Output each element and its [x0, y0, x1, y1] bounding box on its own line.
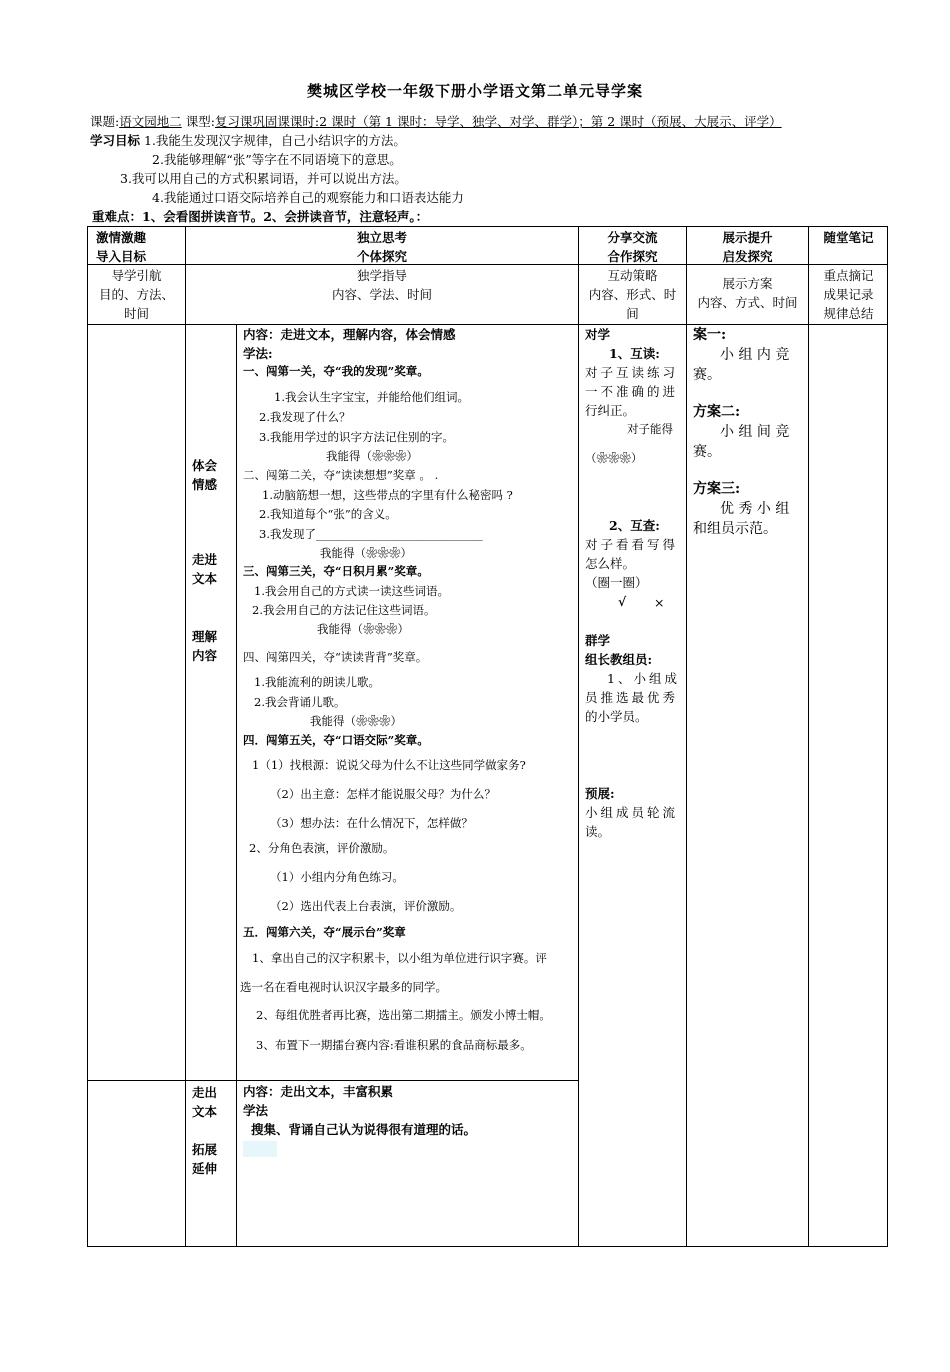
header-intro-a: 激情激趣 — [96, 230, 147, 245]
side-label-exit — [192, 1083, 217, 1121]
plan-3-desc-1: 优 秀 小 组 — [720, 501, 790, 517]
level-6-item-1-cont: 选一名在看电视时认识汉字最多的同学。 — [240, 980, 447, 994]
header-share-a: 分享交流 — [607, 230, 658, 245]
level-5-item-4: 2、分角色表演，评价激励。 — [249, 841, 395, 855]
goals-label: 学习目标 — [90, 133, 141, 148]
subheader-guide — [88, 266, 185, 323]
side-enter-a: 走进 — [192, 552, 218, 567]
level-1-award: 我能得（❀❀❀） — [326, 449, 418, 463]
share-check-desc — [585, 535, 681, 592]
goals-line-1 — [90, 131, 890, 150]
share-pair-flowers: （❀❀❀） — [585, 451, 643, 465]
subheader-share-c: 间 — [626, 306, 639, 321]
lesson-type-value: 复习课巩固课课时: — [214, 114, 320, 129]
extend-title: 内容：走出文本，丰富积累 — [243, 1084, 394, 1099]
topic-label: 课题: — [90, 114, 120, 129]
subheader-guide-c: 时间 — [123, 306, 149, 321]
lesson-table — [87, 226, 888, 1247]
lesson-hours: 2 课时（第 1 课时：导学、独学、对学、群学）；第 2 课时（预展、大展示、评学） — [319, 114, 782, 129]
level-5-item-6: （2）选出代表上台表演，评价激励。 — [270, 899, 462, 913]
header-notes: 随堂笔记 — [823, 230, 874, 245]
share-preview-desc-1: 小组成员轮流 — [585, 805, 679, 820]
share-pair-study: 对学 — [585, 327, 611, 342]
subheader-notes-a: 重点摘记 — [823, 268, 874, 283]
level-2-item-2: 2.我知道每个“张”的含义。 — [259, 507, 397, 521]
side-label-feel — [192, 456, 217, 494]
plan-1-title: 案一: — [693, 327, 727, 343]
header-independent-b: 个体探究 — [356, 249, 407, 264]
side-feel-b: 情感 — [192, 477, 218, 492]
share-mutual-check: 2、互查: — [609, 518, 660, 533]
header-independent — [186, 228, 578, 266]
subheader-show-a: 展示方案 — [722, 276, 773, 291]
highlight-mark — [243, 1141, 277, 1162]
header-intro — [96, 228, 146, 266]
header-independent-a: 独立思考 — [356, 230, 407, 245]
side-label-understand — [192, 627, 217, 665]
content-title: 内容：走进文本，理解内容，体会情感 — [243, 327, 456, 342]
level-2-heading: 二、闯第二关，夺“读读想想”奖章 。 . — [243, 468, 439, 482]
goal-3: 3.我可以用自己的方式积累词语，并可以说出方法。 — [120, 171, 407, 186]
level-4-heading: 四、闯第四关，夺“读读背背”奖章。 — [243, 650, 428, 664]
share-group-desc-1: 1、小组成 — [607, 671, 680, 686]
share-group-study: 群学 — [585, 633, 611, 648]
subheader-notes — [809, 266, 888, 323]
lesson-type-label: 课型: — [181, 114, 215, 129]
subheader-share — [579, 266, 686, 323]
level-5-item-1: 1（1）找根源：说说父母为什么不让这些同学做家务? — [252, 758, 526, 772]
side-understand-b: 内容 — [192, 648, 218, 663]
level-6-heading: 五．闯第六关，夺“展示台”奖章 — [243, 925, 406, 939]
plan-3-title: 方案三: — [693, 481, 741, 497]
plan-2-title: 方案二: — [693, 404, 741, 420]
level-1-item-3: 3.我能用学过的识字方法记住别的字。 — [259, 430, 454, 444]
level-3-award: 我能得（❀❀❀） — [317, 622, 409, 636]
share-preview-desc-2: 读。 — [585, 824, 611, 839]
share-preview-desc — [585, 803, 681, 841]
share-check-desc-3: （圈一圈） — [585, 575, 648, 590]
side-extend-a: 拓展 — [192, 1142, 218, 1157]
goal-4: 4.我能通过口语交际培养自己的观察能力和口语表达能力 — [152, 190, 464, 205]
header-intro-b: 导入目标 — [96, 249, 147, 264]
level-3-item-2: 2.我会用自己的方法记住这些词语。 — [252, 603, 436, 617]
goal-2: 2.我能够理解“张”等字在不同语境下的意思。 — [152, 152, 402, 167]
subheader-independent-b: 内容、学法、时间 — [331, 287, 432, 302]
level-4-item-1: 1.我能流利的朗读儿歌。 — [254, 675, 380, 689]
subheader-independent — [186, 266, 578, 304]
side-exit-a: 走出 — [192, 1085, 218, 1100]
subheader-notes-b: 成果记录 — [823, 287, 874, 302]
side-label-enter — [192, 550, 217, 588]
extend-method: 学法 — [243, 1103, 269, 1118]
level-1-item-2: 2.我发现了什么？ — [259, 410, 351, 424]
share-group-desc-3: 的小学员。 — [585, 709, 648, 724]
plan-1-desc-2: 赛。 — [693, 367, 721, 383]
share-check-desc-1: 对子看看写得 — [585, 537, 679, 552]
side-feel-a: 体会 — [192, 458, 218, 473]
side-exit-b: 文本 — [192, 1104, 218, 1119]
share-pair-award: 对子能得 — [627, 422, 673, 436]
share-leader-teach: 组长教组员: — [585, 652, 653, 667]
side-enter-b: 文本 — [192, 571, 218, 586]
content-method: 学法: — [243, 346, 273, 361]
plan-3-desc-2: 和组员示范。 — [693, 521, 777, 537]
header-share — [579, 228, 686, 266]
subheader-share-b: 内容、形式、时 — [588, 287, 677, 302]
share-check-desc-2: 怎么样。 — [585, 556, 636, 571]
share-read-desc-2: 一不准确的进 — [585, 384, 679, 399]
level-1-heading: 一、闯第一关，夺“我的发现”奖章。 — [243, 364, 429, 378]
share-read-desc — [585, 363, 681, 420]
level-4-item-2: 2.我会背诵儿歌。 — [254, 695, 346, 709]
subheader-notes-c: 规律总结 — [823, 306, 874, 321]
header-show-a: 展示提升 — [722, 230, 773, 245]
level-5-heading: 四．闯第五关，夺“口语交际”奖章。 — [243, 733, 429, 747]
share-group-desc-2: 员推选最优秀 — [585, 690, 679, 705]
level-5-item-5: （1）小组内分角色练习。 — [270, 870, 404, 884]
level-2-award: 我能得（❀❀❀） — [320, 546, 412, 560]
topic-value: 语文园地二 — [119, 114, 182, 129]
subheader-guide-a: 导学引航 — [111, 268, 162, 283]
level-6-item-2: 2、每组优胜者再比赛，选出第二期擂主。颁发小博士帽。 — [256, 1008, 551, 1022]
level-1-item-1: 1.我会认生字宝宝，并能给他们组词。 — [274, 390, 469, 404]
share-read-desc-3: 行纠正。 — [585, 403, 636, 418]
plan-1-desc-1: 小 组 内 竞 — [720, 347, 790, 363]
page-title: 樊城区学校一年级下册小学语文第二单元导学案 — [306, 82, 643, 100]
share-read-desc-1: 对子互读练习 — [585, 365, 679, 380]
cross-mark-icon: × — [654, 595, 665, 610]
level-5-item-2: （2）出主意：怎样才能说服父母？为什么？ — [270, 787, 496, 801]
level-2-item-1: 1.动脑筋想一想，这些带点的字里有什么秘密吗 ? — [262, 488, 513, 502]
share-mutual-read: 1、互读: — [609, 346, 660, 361]
subheader-independent-a: 独学指导 — [356, 268, 407, 283]
side-understand-a: 理解 — [192, 629, 218, 644]
check-mark-icon: √ — [618, 594, 627, 609]
level-3-item-1: 1.我会用自己的方式读一读这些词语。 — [254, 584, 449, 598]
level-4-award: 我能得（❀❀❀） — [310, 714, 402, 728]
subheader-guide-b: 目的、方法、 — [98, 287, 174, 302]
side-label-extend — [192, 1140, 217, 1178]
level-3-heading: 三、闯第三关，夺“日积月累”奖章。 — [243, 564, 429, 578]
level-6-item-1: 1、拿出自己的汉字积累卡，以小组为单位进行识字赛。评 — [252, 951, 547, 965]
header-share-b: 合作探究 — [607, 249, 658, 264]
goal-1: 1.我能生发现汉字规律，自己小结识字的方法。 — [144, 133, 406, 148]
key-points: 重难点：1、会看图拼读音节。2、会拼读音节，注意轻声。： — [92, 209, 429, 224]
level-2-item-3: 3.我发现了_____________________________ — [259, 527, 483, 541]
level-6-item-3: 3、布置下一期擂台赛内容:看谁积累的食品商标最多。 — [256, 1038, 532, 1052]
header-show-b: 启发探究 — [722, 249, 773, 264]
lesson-info-line — [90, 112, 890, 131]
plan-2-desc-2: 赛。 — [693, 444, 721, 460]
subheader-show-b: 内容、方式、时间 — [697, 295, 798, 310]
level-5-item-3: （3）想办法：在什么情况下，怎样做？ — [270, 816, 473, 830]
share-group-desc — [585, 669, 681, 726]
header-show — [687, 228, 808, 266]
plan-2-desc-1: 小 组 间 竞 — [720, 424, 790, 440]
extend-line: 搜集、背诵自己认为说得很有道理的话。 — [251, 1122, 477, 1137]
subheader-show — [687, 274, 808, 312]
subheader-share-a: 互动策略 — [607, 268, 658, 283]
share-preview: 预展: — [585, 786, 615, 801]
side-extend-b: 延伸 — [192, 1161, 218, 1176]
